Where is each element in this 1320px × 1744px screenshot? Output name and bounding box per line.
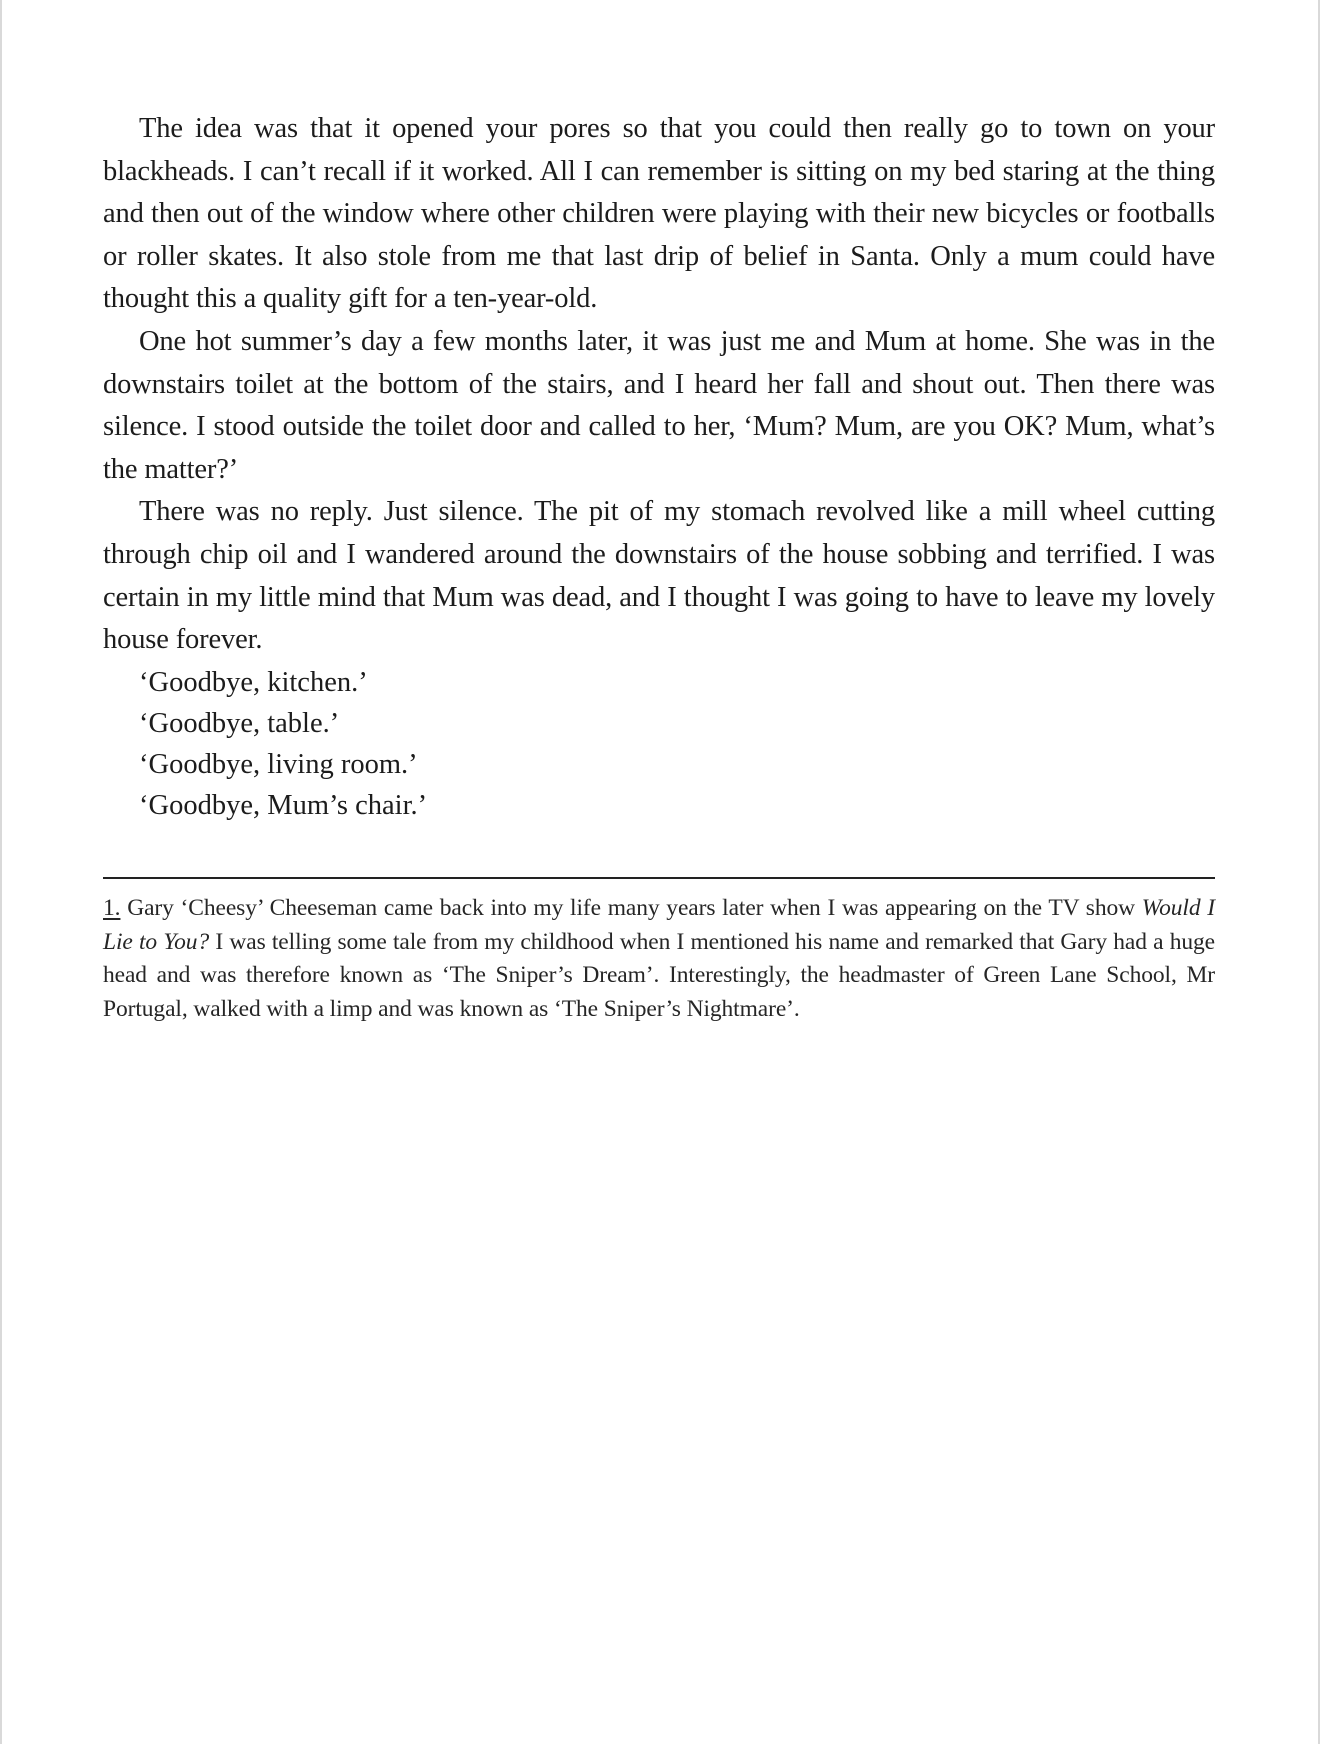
footnote-number: 1. [103,895,121,921]
footnote [103,892,1215,1026]
footnote-show-title: Would I Lie to You? [103,895,1215,955]
dialogue-line: ‘Goodbye, table.’ [139,707,340,739]
body-text [103,108,1215,826]
dialogue-line: ‘Goodbye, kitchen.’ [139,666,368,698]
footnote-text: Gary ‘Cheesy’ Cheeseman came back into my life many years later when I was appearing on the TV show [120,895,1142,921]
paragraph: One hot summer’s day a few months later, it was just me and Mum at home. She was in the downstairs toilet at the bottom of the stairs, and I heard her fall and shout out. Then there was silence. I stood outside the toilet door and called to her, ‘Mum? Mum, are you OK? Mum, what’s the matter?’ [103,325,1215,485]
page-edge-left [0,0,2,1744]
dialogue-line: ‘Goodbye, Mum’s chair.’ [139,789,428,821]
paragraph: There was no reply. Just silence. The pit of my stomach revolved like a mill wheel cutting through chip oil and I wandered around the downstairs of the house sobbing and terrified. I was certain in my little mind that Mum was dead, and I thought I was going to have to leave my lovely house forever. [103,496,1215,656]
footnote-text: I was telling some tale from my childhood when I mentioned his name and remarked that Gary had a huge head and was therefore known as ‘The Sniper’s Dream’. Interestingly, the headmaster of Green Lane School, Mr Portugal, walked with a limp and was known as ‘The Sniper’s Nightmare’. [103,928,1216,1022]
footnote-divider [103,877,1215,879]
dialogue-line: ‘Goodbye, living room.’ [139,748,418,780]
paragraph: The idea was that it opened your pores so that you could then really go to town on your blackheads. I can’t recall if it worked. All I can remember is sitting on my bed staring at the thing and then out of the window where other children were playing with their new bicycles or footballs or roller skates. It also stole from me that last drip of belief in Santa. Only a mum could have thought this a quality gift for a ten-year-old. [103,113,1215,315]
